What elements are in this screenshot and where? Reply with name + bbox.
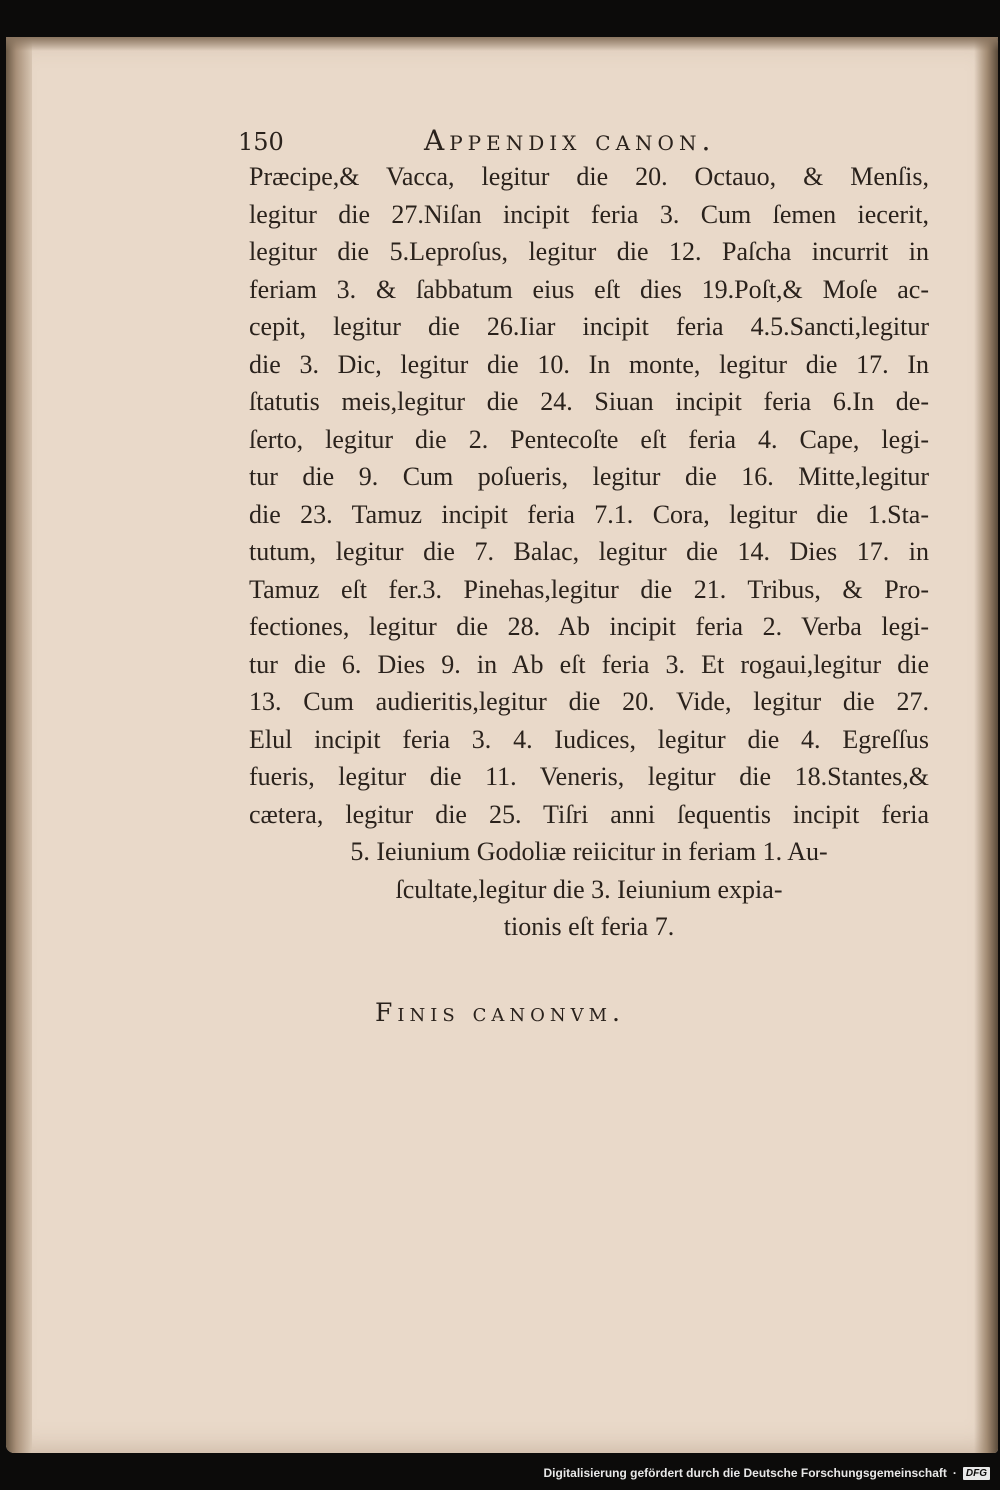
body-line: tutum, legitur die 7. Balac, legitur die 14. Dies 17. in xyxy=(249,537,929,566)
body-line: feriam 3. & ſabbatum eius eſt dies 19.Poſt,& Moſe ac- xyxy=(249,274,929,304)
body-line: legitur die 27.Niſan incipit feria 3. Cum ſemen iecerit, xyxy=(249,199,929,229)
body-line: Elul incipit feria 3. 4. Iudices, legitur die 4. Egreſſus xyxy=(249,724,929,754)
body-line: cætera, legitur die 25. Tiſri anni ſequentis incipit feria xyxy=(249,799,929,829)
body-line: fueris, legitur die 11. Veneris, legitur die 18.Stantes,& xyxy=(249,762,929,791)
dfg-logo: DFG xyxy=(963,1467,990,1480)
body-line: legitur die 5.Leproſus, legitur die 12. Paſcha incurrit in xyxy=(249,237,929,266)
closing-line: Finis canonvm. xyxy=(375,998,625,1027)
body-line: die 3. Dic, legitur die 10. In monte, legitur die 17. In xyxy=(249,349,929,379)
body-line: Tamuz eſt fer.3. Pinehas,legitur die 21. Tribus, & Pro- xyxy=(249,574,929,604)
body-line: tionis eſt feria 7. xyxy=(503,912,675,941)
body-text xyxy=(249,158,929,946)
body-line: ſerto, legitur die 2. Pentecoſte eſt feria 4. Cape, legi- xyxy=(249,424,929,454)
running-head: Appendix canon. xyxy=(424,124,716,157)
body-line: ſcultate,legitur die 3. Ieiunium expia- xyxy=(395,874,783,904)
body-line: die 23. Tamuz incipit feria 7.1. Cora, legitur die 1.Sta- xyxy=(249,499,929,529)
body-line: Præcipe,& Vacca, legitur die 20. Octauo, & Menſis, xyxy=(249,162,929,191)
body-line: tur die 9. Cum poſueris, legitur die 16. Mitte,legitur xyxy=(249,462,929,491)
page-edge-right xyxy=(974,37,998,1453)
body-line: 5. Ieiunium Godoliæ reiicitur in feriam 1. Au- xyxy=(350,837,828,866)
body-line: 13. Cum audieritis,legitur die 20. Vide, legitur die 27. xyxy=(249,687,929,716)
page-number: 150 xyxy=(238,128,284,156)
page-edge-left xyxy=(6,37,32,1453)
body-line: cepit, legitur die 26.Iiar incipit feria 4.5.Sancti,legitur xyxy=(249,312,929,341)
digitization-credit: Digitalisierung gefördert durch die Deutsche Forschungsgemeinschaft · DFG xyxy=(543,1466,990,1480)
page-edge-top xyxy=(6,37,998,51)
body-line: ſtatutis meis,legitur die 24. Siuan incipit feria 6.In de- xyxy=(249,387,929,416)
credit-text: Digitalisierung gefördert durch die Deutsche Forschungsgemeinschaft xyxy=(543,1466,947,1480)
body-line: tur die 6. Dies 9. in Ab eſt feria 3. Et rogaui,legitur die xyxy=(249,649,929,679)
body-line: fectiones, legitur die 28. Ab incipit feria 2. Verba legi- xyxy=(249,612,929,641)
